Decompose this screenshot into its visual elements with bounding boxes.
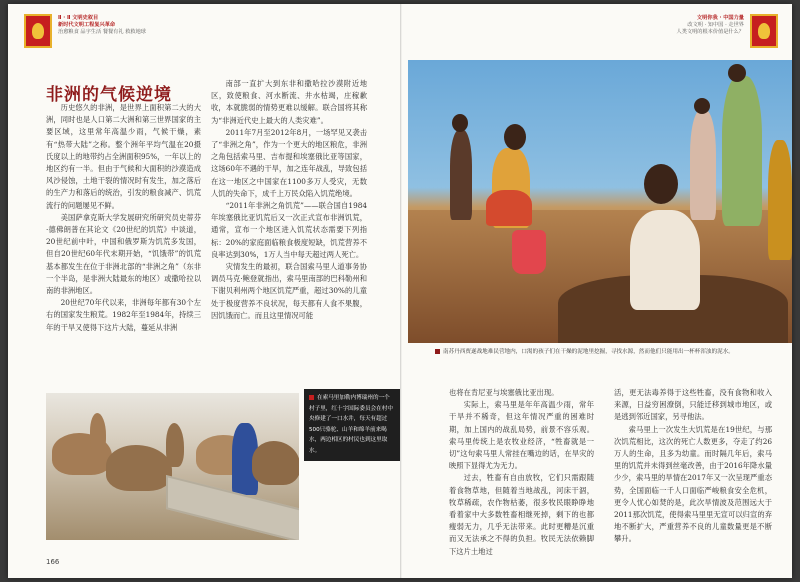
- photo-figure: [722, 76, 762, 226]
- paragraph: 南部一直扩大到东非和撒哈拉沙漠附近地区，致使粮食、河水断流、井水枯竭，庄稼歉收，本就脆弱的情势更难以缓解。联合国将其称为“非洲近代史上最大的人类灾难”。: [211, 79, 367, 125]
- red-water-jug: [512, 230, 546, 274]
- photo-camel: [106, 445, 172, 491]
- left-header-text: [58, 15, 228, 36]
- text-column-3: [449, 387, 594, 559]
- left-header-line1: Ⅱ · Ⅱ 文明史叙目: [58, 15, 99, 21]
- article-title: 非洲的气候逆境: [46, 85, 172, 105]
- paragraph: 索马里上一次发生大饥荒是在19世纪，与那次饥荒相比，这次的死亡人数更多，夺走了约26万人的生命，且多为幼童。而时隔几年后，索马里的饥荒并未得到丝毫改善，由于2016年降水量少少，索马里的旱情在2017年又一次呈现严重态势，全国面临一千人口面临严峻粮食安全危机，更令人忧心如焚的是，此次旱情波及范围远大于2011那次饥荒，使得索马里里无宣可以归宣的弃地不断扩大，严重营养不良的儿童数量更是不断攀升。: [614, 424, 772, 544]
- page-gutter: [400, 4, 402, 578]
- photo-figure: [486, 190, 532, 226]
- text-column-4: [614, 387, 772, 559]
- paragraph: 过去，牲畜有自由放牧，它们只需跟随着食物草地，但随着当地战乱，河床干涸，牧草稀疏，农作物枯萎，很多牧民眼睁睁地看着家中大多数牲畜相继死掉，剩下的也都瘦弱无力，几乎无法带来。此时更糟是沉重而又无法承之不得的负担。牧民无法依赖脚下这片土地过: [449, 473, 594, 556]
- photo-head: [452, 114, 468, 132]
- text-column-1: [46, 102, 201, 386]
- paragraph: 实际上，索马里是年年高温少雨，常年干旱并不稀奇，但这年情况严重的困难时期，加上国内的战乱局势，前景不容乐观。索马里传统上是农牧业经济，“牲畜就是一切”这句索马里人常挂在嘴边的话，在旱灾的映照下显得尤为无力。: [449, 400, 594, 471]
- main-photo-children-digging: [408, 60, 792, 343]
- camel-photo-caption: [304, 389, 400, 461]
- right-header-text: [614, 15, 744, 36]
- paragraph: 灾情发生的最初，联合国索马里人道事务协调员马克·鲍登就指出，索马里南部的巴科勒州和下谢贝利州两个地区饥荒严重，超过30%的儿童处于极度营养不良状况，每天都有人食不果腹，因饥饿而亡。而且这里情况可能: [211, 262, 367, 320]
- paragraph: 20世纪70年代以来，非洲每年都有30个左右的国家发生粮荒。1982年至1984年，持续三年的干旱又使得下这片大陆，蔓延从非洲: [46, 298, 201, 332]
- left-header-line3: 治愈粮食 品字生活 餐餐有礼 救救地球: [58, 29, 146, 35]
- logo-stamp-icon: [750, 14, 778, 48]
- caption-marker-icon: [435, 349, 440, 354]
- paragraph: 2011年7月至2012年8月，一场罕见又袭击了“非洲之角”，作为一个更大的地区粮危，非洲之角包括索马里、吉布提和埃塞俄比亚等国家，这场60年不遇的干旱，加之连年战乱，导致包括在这一地区之中国家在1100多万人受灾，无数人饥的失命下，成千上万民众陷入饥荒绝境。: [211, 127, 367, 198]
- right-header-line1: 文明你我 · 中国力量: [696, 15, 744, 21]
- logo-stamp-icon: [24, 14, 52, 48]
- paragraph: “2011年非洲之角饥荒”——联合国自1984年埃塞俄比亚饥荒后又一次正式宣布非洲饥荒，通常，宣布一个地区进入饥荒状态需要下列指标：20%的家庭面临粮食极度短缺，饥荒营养不良率达到30%，1万人当中每天超过两人死亡。: [211, 201, 367, 259]
- camel-photo-caption-text: 在索马里加勒内博瑞州的一个村子里，红十字国际委员会在村中央修建了一口水井，每天有超过500只骆驼、山羊和绵羊前来喝水，两边相区的村民也到这里取水。: [309, 395, 393, 454]
- photo-camel: [90, 413, 106, 453]
- main-photo-caption-text: 南苏丹西贾遂战地难民营地内，口渴的孩子们在干燥的泥地里挖掘，寻找水源，然而他们只能用出一杯杯浑浊的泥水。: [443, 349, 734, 355]
- paragraph: 也将在肯尼亚与埃塞俄比亚出现。: [449, 388, 559, 397]
- photo-head: [504, 124, 526, 150]
- page-number: 166: [46, 558, 60, 566]
- photo-figure: [690, 110, 716, 220]
- photo-figure: [630, 210, 700, 310]
- photo-head: [694, 98, 710, 114]
- photo-camel: [252, 441, 299, 485]
- paragraph: 历史悠久的非洲，是世界上面积第二大的大洲，同时也是人口第二大洲和第三世界国家的主要区域，这里常年高温少雨，气候干燥，素有“热带大陆”之称。整个洲年平均气温在20摄氏度以上的地带约占全洲面积95%，一年以上的地区约有一半。但由于气候和大面积的沙漠造成风沙侵蚀，土地干裂的情况时有发生，加之落后的生产力和落后的统治，引发的粮食减产、饥荒流行的问题屡见不鲜。: [46, 103, 201, 210]
- photo-camel: [166, 423, 184, 467]
- right-header-line3: 人类文明的根本价值是什么？: [676, 29, 744, 35]
- left-header-line2: 新时代文明工程复兴革命: [58, 22, 116, 28]
- camel-photo: [46, 393, 299, 540]
- paragraph: 活，更无法毒养得于这些牲畜，没有食物和收入来源，日益穷困潦倒，只能迁移到城市地区，或是逃到邻近国家，另寻他法。: [614, 388, 772, 422]
- caption-marker-icon: [309, 395, 314, 400]
- photo-head: [728, 64, 746, 82]
- text-column-2: [211, 78, 367, 378]
- paragraph: 美国萨拿克斯大学发展研究所研究员史蒂芬·德佛朗普在其论文《20世纪的饥荒》中谈道，20世纪前中叶，中国和俄罗斯为饥荒多发国，但自20世纪60年代末期开始，“饥饿带”的饥荒基本都发生在位于非洲北部的“非洲之角”（东非一个半岛，是非洲大陆最东的地区）或撒哈拉以南的非洲地区。: [46, 212, 201, 296]
- main-photo-caption: [435, 348, 791, 356]
- right-header-line2: 改文明 · 知中国 · 走世界: [687, 22, 744, 28]
- photo-figure: [450, 130, 472, 220]
- photo-figure: [768, 140, 792, 260]
- magazine-spread: [8, 4, 792, 578]
- photo-head: [644, 164, 678, 204]
